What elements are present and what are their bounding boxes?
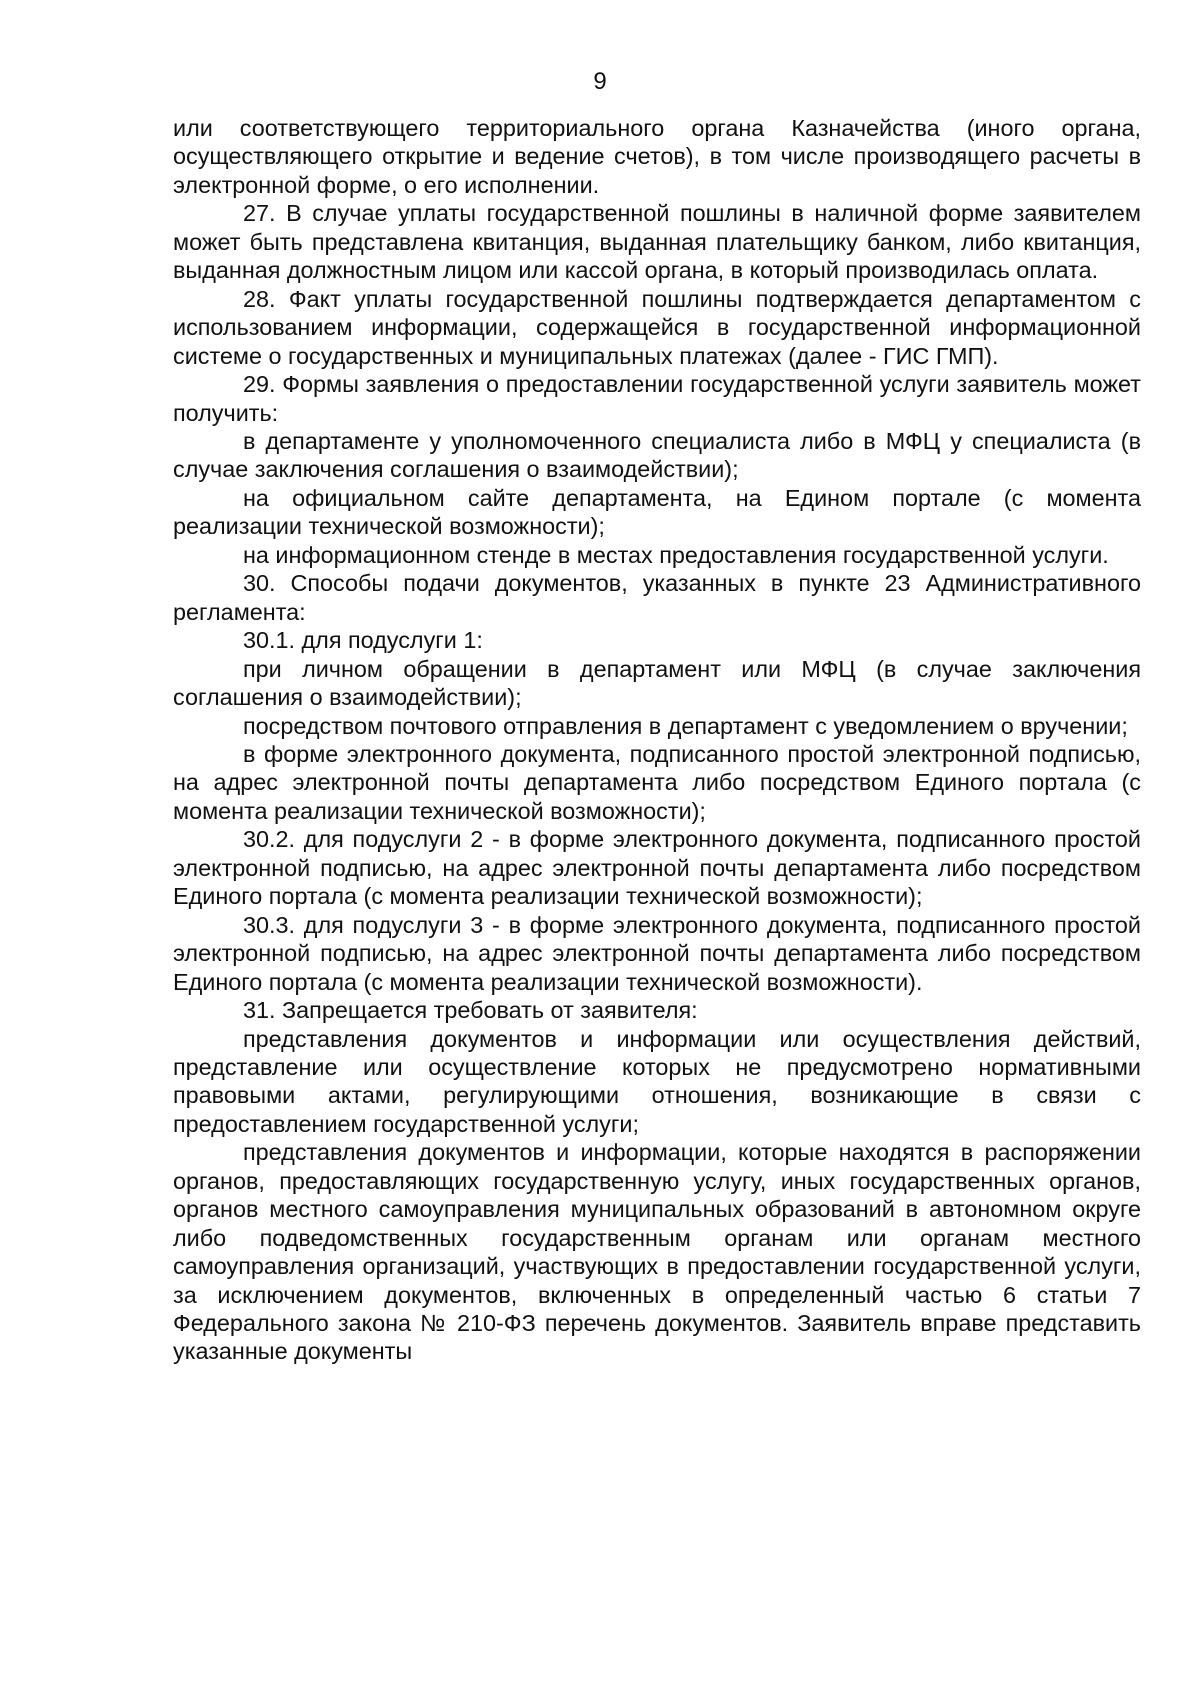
paragraph-continuation: или соответствующего территориального органа Казначейства (иного органа, осуществляющего открытие и ведение счетов), в том числе производящего расчеты в электронной форме, о его исполнении. (173, 115, 1141, 198)
paragraph-31-item-1: представления документов и информации или осуществления действий, представление или осуществление которых не предусмотрено нормативными правовыми актами, регулирующими отношения, возникающие в связи с предоставлением государственной услуги; (173, 1025, 1141, 1137)
document-body (173, 114, 1141, 1366)
paragraph-27: 27. В случае уплаты государственной пошлины в наличной форме заявителем может быть представлена квитанция, выданная плательщику банком, либо квитанция, выданная должностным лицом или кассой органа, в который производилась оплата. (173, 200, 1141, 284)
paragraph-30-1: 30.1. для подуслуги 1: (243, 627, 483, 654)
paragraph-30-1-item-2: посредством почтового отправления в департамент с уведомлением о вручении; (243, 712, 1128, 739)
paragraph-30-2: 30.2. для подуслуги 2 - в форме электронного документа, подписанного простой электронной подписью, на адрес электронной почты департамента либо посредством Единого портала (с момента реализации технической возможности); (173, 826, 1141, 910)
paragraph-29: 29. Формы заявления о предоставлении государственной услуги заявитель может получить: (173, 371, 1141, 426)
paragraph-30-1-item-1: при личном обращении в департамент или МФЦ (в случае заключения соглашения о взаимодействии); (173, 655, 1141, 711)
page-number: 9 (593, 68, 607, 95)
paragraph-29-item-1: в департаменте у уполномоченного специалиста либо в МФЦ у специалиста (в случае заключения соглашения о взаимодействии); (173, 427, 1141, 483)
paragraph-30-3: 30.3. для подуслуги 3 - в форме электронного документа, подписанного простой электронной подписью, на адрес электронной почты департамента либо посредством Единого портала (с момента реализации технической возможности). (173, 911, 1141, 995)
paragraph-31: 31. Запрещается требовать от заявителя: (243, 997, 698, 1024)
paragraph-30-1-item-3: в форме электронного документа, подписанного простой электронной подписью, на адрес электронной почты департамента либо посредством Единого портала (с момента реализации технической возможности); (173, 740, 1141, 824)
paragraph-29-item-3: на информационном стенде в местах предоставления государственной услуги. (243, 541, 1109, 568)
paragraph-28: 28. Факт уплаты государственной пошлины подтверждается департаментом с использованием информации, содержащейся в государственной информационной системе о государственных и муниципальных платежах (далее - ГИС ГМП). (173, 285, 1141, 369)
paragraph-29-item-2: на официальном сайте департамента, на Едином портале (с момента реализации технической возможности); (173, 484, 1141, 540)
paragraph-31-item-2: представления документов и информации, которые находятся в распоряжении органов, предоставляющих государственную услугу, иных государственных органов, органов местного самоуправления муниципальных образований в автономном округе либо подведомственных государственным органам или органам местного самоуправления организаций, участвующих в предоставлении государственной услуги, за исключением документов, включенных в определенный частью 6 статьи 7 Федерального закона № 210-ФЗ перечень документов. Заявитель вправе представить указанные документы (173, 1139, 1141, 1365)
paragraph-30: 30. Способы подачи документов, указанных в пункте 23 Административного регламента: (173, 570, 1141, 625)
